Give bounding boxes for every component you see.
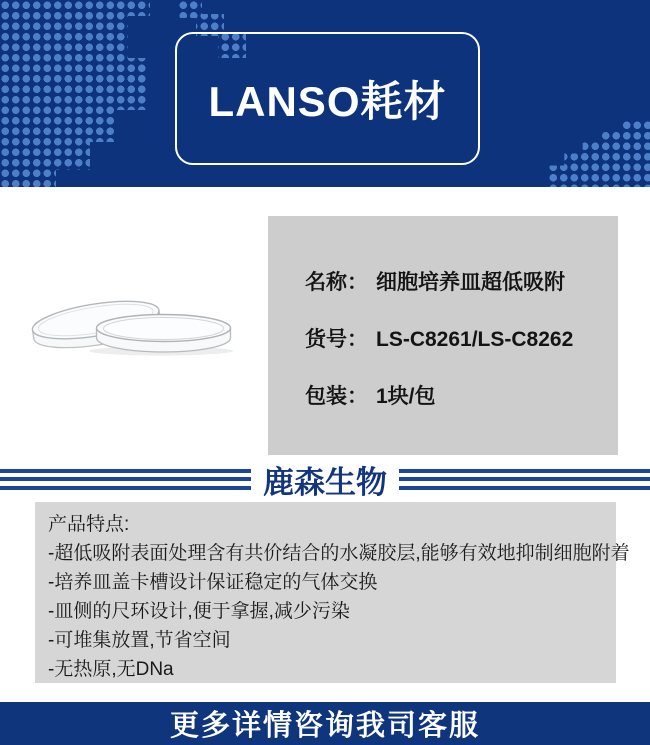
brand-divider xyxy=(0,458,650,500)
packaging-label: 包装： xyxy=(305,385,368,408)
catalog-number-value: LS-C8261/LS-C8262 xyxy=(376,328,574,351)
page-title: LANSO耗材 xyxy=(208,77,447,125)
catalog-number-label: 货号： xyxy=(305,328,368,351)
footer-banner xyxy=(0,702,650,745)
feature-item: -可堆集放置,节省空间 xyxy=(48,630,231,651)
title-frame xyxy=(175,32,480,165)
divider-lines-left xyxy=(0,464,251,494)
header-banner xyxy=(0,0,650,187)
brand-name: 鹿森生物 xyxy=(263,464,387,500)
footer-contact-text: 更多详情咨询我司客服 xyxy=(169,710,480,742)
packaging-value: 1块/包 xyxy=(376,385,436,408)
features-heading: 产品特点: xyxy=(48,514,130,535)
product-info-box xyxy=(268,216,618,455)
petri-dish-image xyxy=(28,292,233,357)
world-map-dots-bottom-right xyxy=(548,120,650,187)
product-name-value: 细胞培养皿超低吸附 xyxy=(376,271,565,294)
catalog-number-row xyxy=(305,323,608,353)
product-name-label: 名称： xyxy=(305,271,368,294)
packaging-row xyxy=(305,380,608,410)
feature-item: -超低吸附表面处理含有共价结合的水凝胶层,能够有效地抑制细胞附着 xyxy=(48,543,630,564)
product-features-box xyxy=(35,502,630,683)
feature-item: -无热原,无DNa xyxy=(48,659,174,680)
feature-item: -培养皿盖卡槽设计保证稳定的气体交换 xyxy=(48,572,378,593)
feature-item: -皿侧的尺环设计,便于拿握,减少污染 xyxy=(48,601,350,622)
world-map-dots-left xyxy=(0,0,156,187)
divider-lines-right xyxy=(399,464,650,494)
product-name-row xyxy=(305,266,608,296)
